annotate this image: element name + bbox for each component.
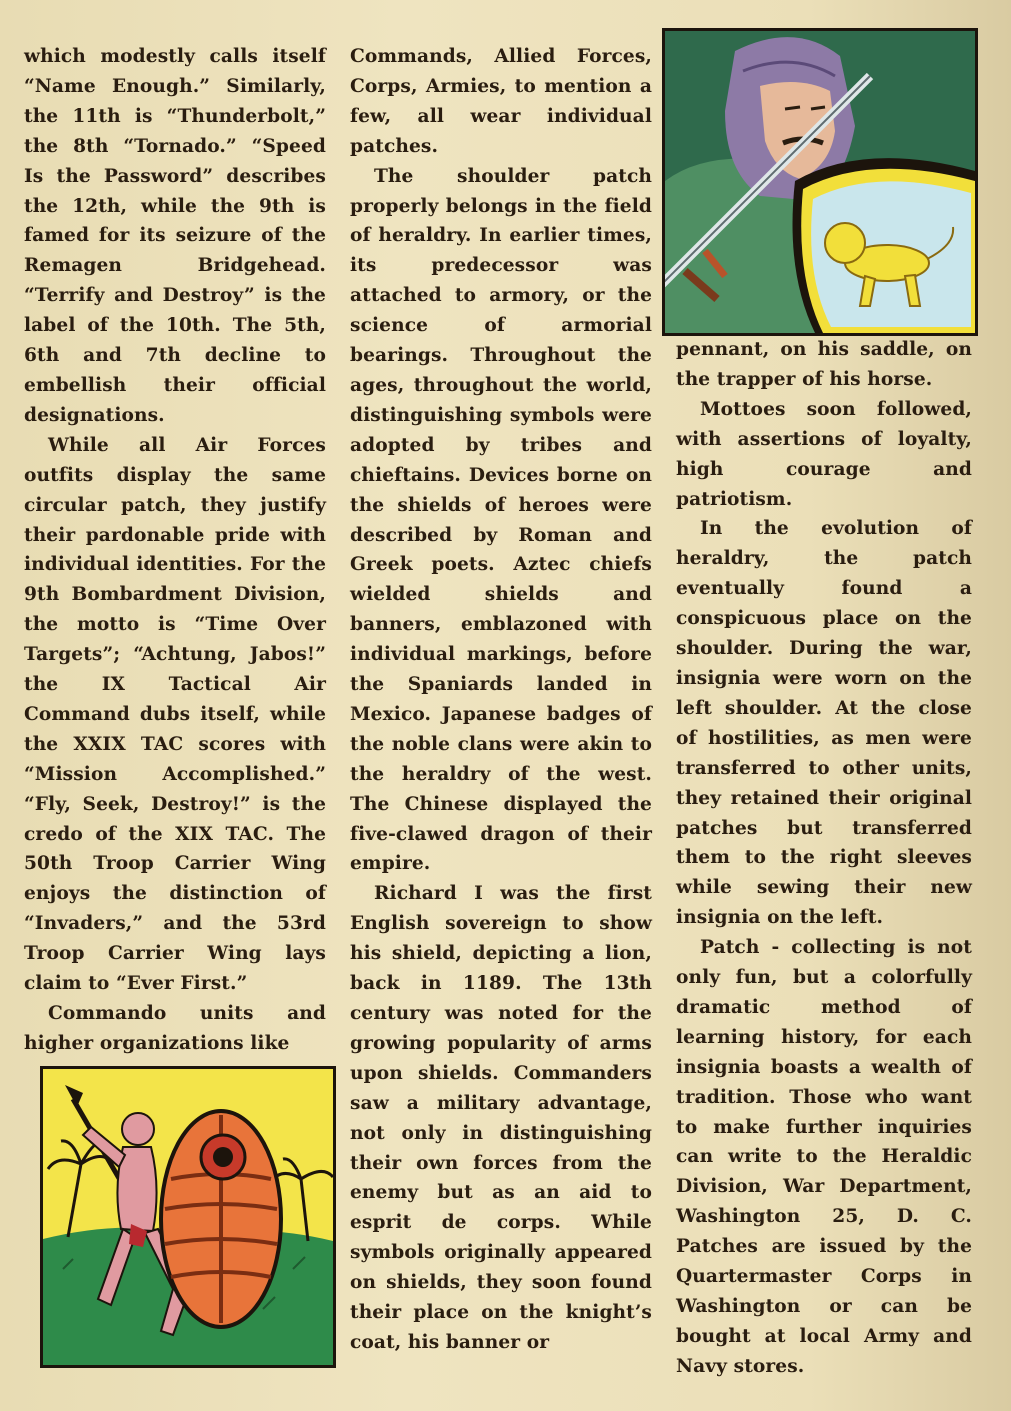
paragraph: The shoulder patch properly belongs in the field of heraldry. In earlier times, its predecessor was attached to armory, or the science of armorial bearings. Throughout the ages, throughout the world, distinguishing symbols were adopted by tribes and chieftains. Devices borne on the shields of heroes were described by Roman and Greek poets. Aztec chiefs wielded shields and banners, emblazoned with individual markings, before the Spaniards landed in Mexico. Japanese badges of the noble clans were akin to the heraldry of the west. The Chinese displayed the five-clawed dragon of their empire. <box>350 165 652 875</box>
warrior-illustration <box>40 1066 336 1368</box>
text-column-3 <box>676 335 972 1382</box>
paragraph: Mottoes soon followed, with assertions of loyalty, high courage and patriotism. <box>676 398 972 510</box>
knight-with-lion-shield-image <box>665 31 975 333</box>
aztec-warrior-with-shield-image <box>43 1069 333 1365</box>
knight-illustration <box>662 28 978 336</box>
paragraph: Commands, Allied Forces, Corps, Armies, to mention a few, all wear individual patches. <box>350 46 652 157</box>
text-column-1 <box>24 42 326 1059</box>
text-column-2 <box>350 42 652 1358</box>
paragraph: While all Air Forces outfits display the same circular patch, they justify their pardonable pride with individual identities. For the 9th Bombardment Division, the motto is “Time Over Targets”; “Achtung, Jabos!” the IX Tactical Air Command dubs itself, while the XXIX TAC scores with “Mission Accomplished.” “Fly, Seek, Destroy!” is the credo of the XIX TAC. The 50th Troop Carrier Wing enjoys the distinction of “Invaders,” and the 53rd Troop Carrier Wing lays claim to “Ever First.” <box>24 434 326 995</box>
paragraph: Richard I was the first English sovereign to show his shield, depicting a lion, back in 1189. The 13th century was noted for the growing popularity of arms upon shields. Commanders saw a military advantage, not only in distinguishing their own forces from the enemy but as an aid to esprit de corps. While symbols originally appeared on shields, they soon found their place on the knight’s coat, his banner or <box>350 883 652 1353</box>
paragraph: Commando units and higher organizations like <box>24 1003 326 1054</box>
paragraph: In the evolution of heraldry, the patch eventually found a conspicuous place on the shoulder. During the war, insignia were worn on the left shoulder. At the close of hostilities, as men were transferred to other units, they retained their original patches but transferred them to the right sleeves while sewing their new insignia on the left. <box>676 518 972 929</box>
paragraph: which modestly calls itself “Name Enough.” Similarly, the 11th is “Thunderbolt,” the 8th “Tornado.” “Speed Is the Password” describes the 12th, while the 9th is famed for its seizure of the Remagen Bridgehead. “Terrify and Destroy” is the label of the 10th. The 5th, 6th and 7th decline to embellish their official designations. <box>24 46 326 426</box>
paragraph: Patch - collecting is not only fun, but a colorfully dramatic method of learning history, for each insignia boasts a wealth of tradition. Those who want to make further inquiries can write to the Heraldic Division, War Department, Washington 25, D. C. Patches are issued by the Quartermaster Corps in Washington or can be bought at local Army and Navy stores. <box>676 937 972 1377</box>
paragraph: pennant, on his saddle, on the trapper of his horse. <box>676 339 972 390</box>
